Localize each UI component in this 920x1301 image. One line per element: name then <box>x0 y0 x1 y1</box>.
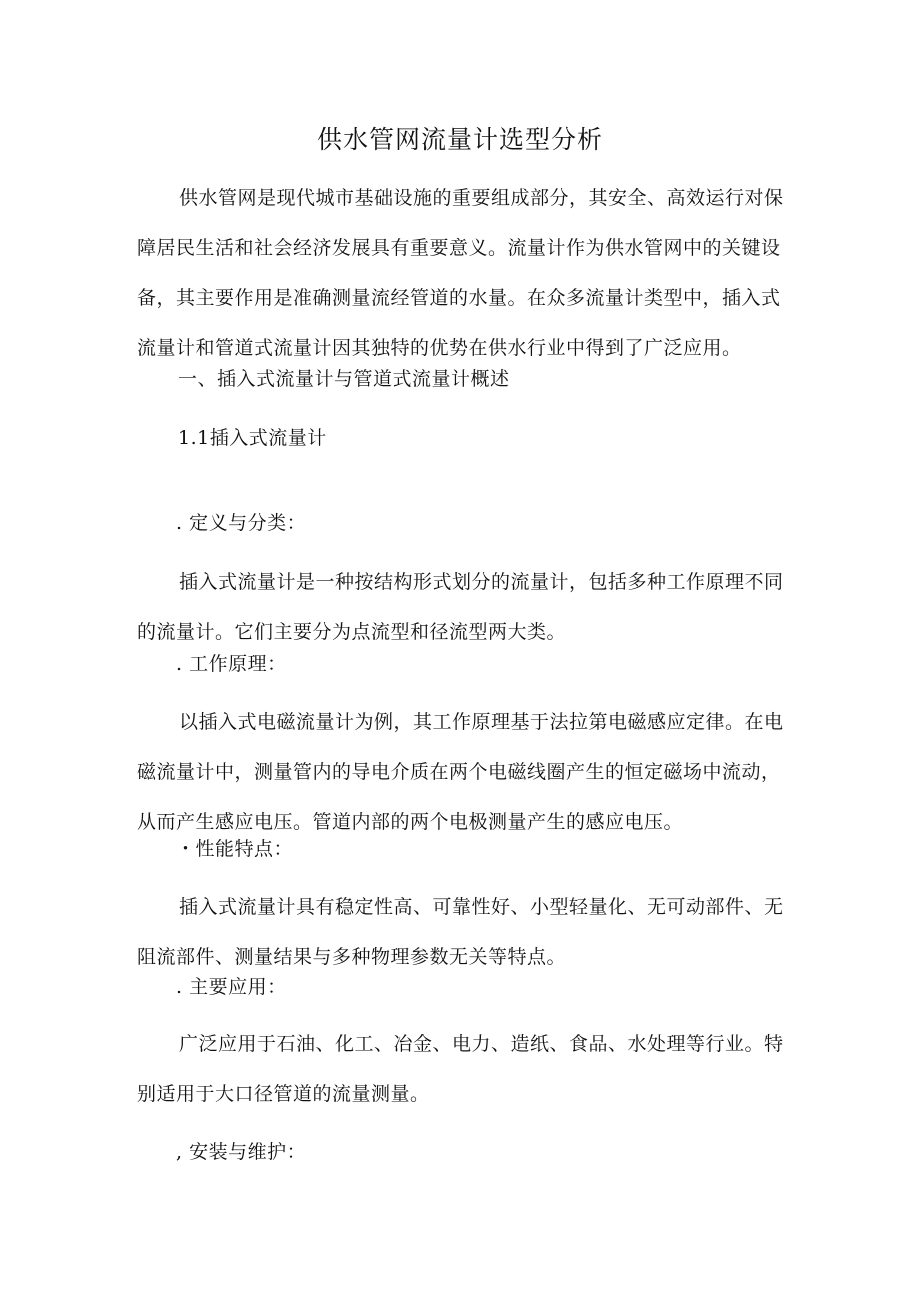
intro-text: 供水管网是现代城市基础设施的重要组成部分，其安全、高效运行对保障居民生活和社会经济发展具有重要意义。流量计作为供水管网中的关键设备，其主要作用是准确测量流经管道的水量。在众多流量计类型中，插入式流量计和管道式流量计因其独特的优势在供水行业中得到了广泛应用。 <box>137 187 784 359</box>
principle-text: 以插入式电磁流量计为例，其工作原理基于法拉第电磁感应定律。在电磁流量计中，测量管内的导电介质在两个电磁线圈产生的恒定磁场中流动，从而产生感应电压。管道内部的两个电极测量产生的感应电压。 <box>137 711 784 833</box>
features-text: 插入式流量计具有稳定性高、可靠性好、小型轻量化、无可动部件、无阻流部件、测量结果与多种物理参数无关等特点。 <box>137 896 784 968</box>
intro-paragraph <box>137 173 797 373</box>
principle-heading: . 工作原理： <box>176 653 287 675</box>
features-heading: ・性能特点： <box>176 838 294 860</box>
applications-text: 广泛应用于石油、化工、冶金、电力、造纸、食品、水处理等行业。特别适用于大口径管道的流量测量。 <box>137 1033 784 1105</box>
definition-text: 插入式流量计是一种按结构形式划分的流量计，包括多种工作原理不同的流量计。它们主要分为点流型和径流型两大类。 <box>137 571 784 643</box>
section-heading: 一、插入式流量计与管道式流量计概述 <box>178 368 510 390</box>
definition-paragraph <box>137 557 797 657</box>
installation-heading: , 安装与维护： <box>176 1141 307 1163</box>
principle-paragraph <box>137 697 797 847</box>
definition-heading: . 定义与分类： <box>176 512 307 534</box>
features-paragraph <box>137 882 797 982</box>
subsection-heading: 1.1插入式流量计 <box>178 427 327 449</box>
document-title: 供水管网流量计选型分析 <box>316 125 603 154</box>
applications-heading: . 主要应用： <box>176 976 287 998</box>
applications-paragraph <box>137 1019 797 1119</box>
